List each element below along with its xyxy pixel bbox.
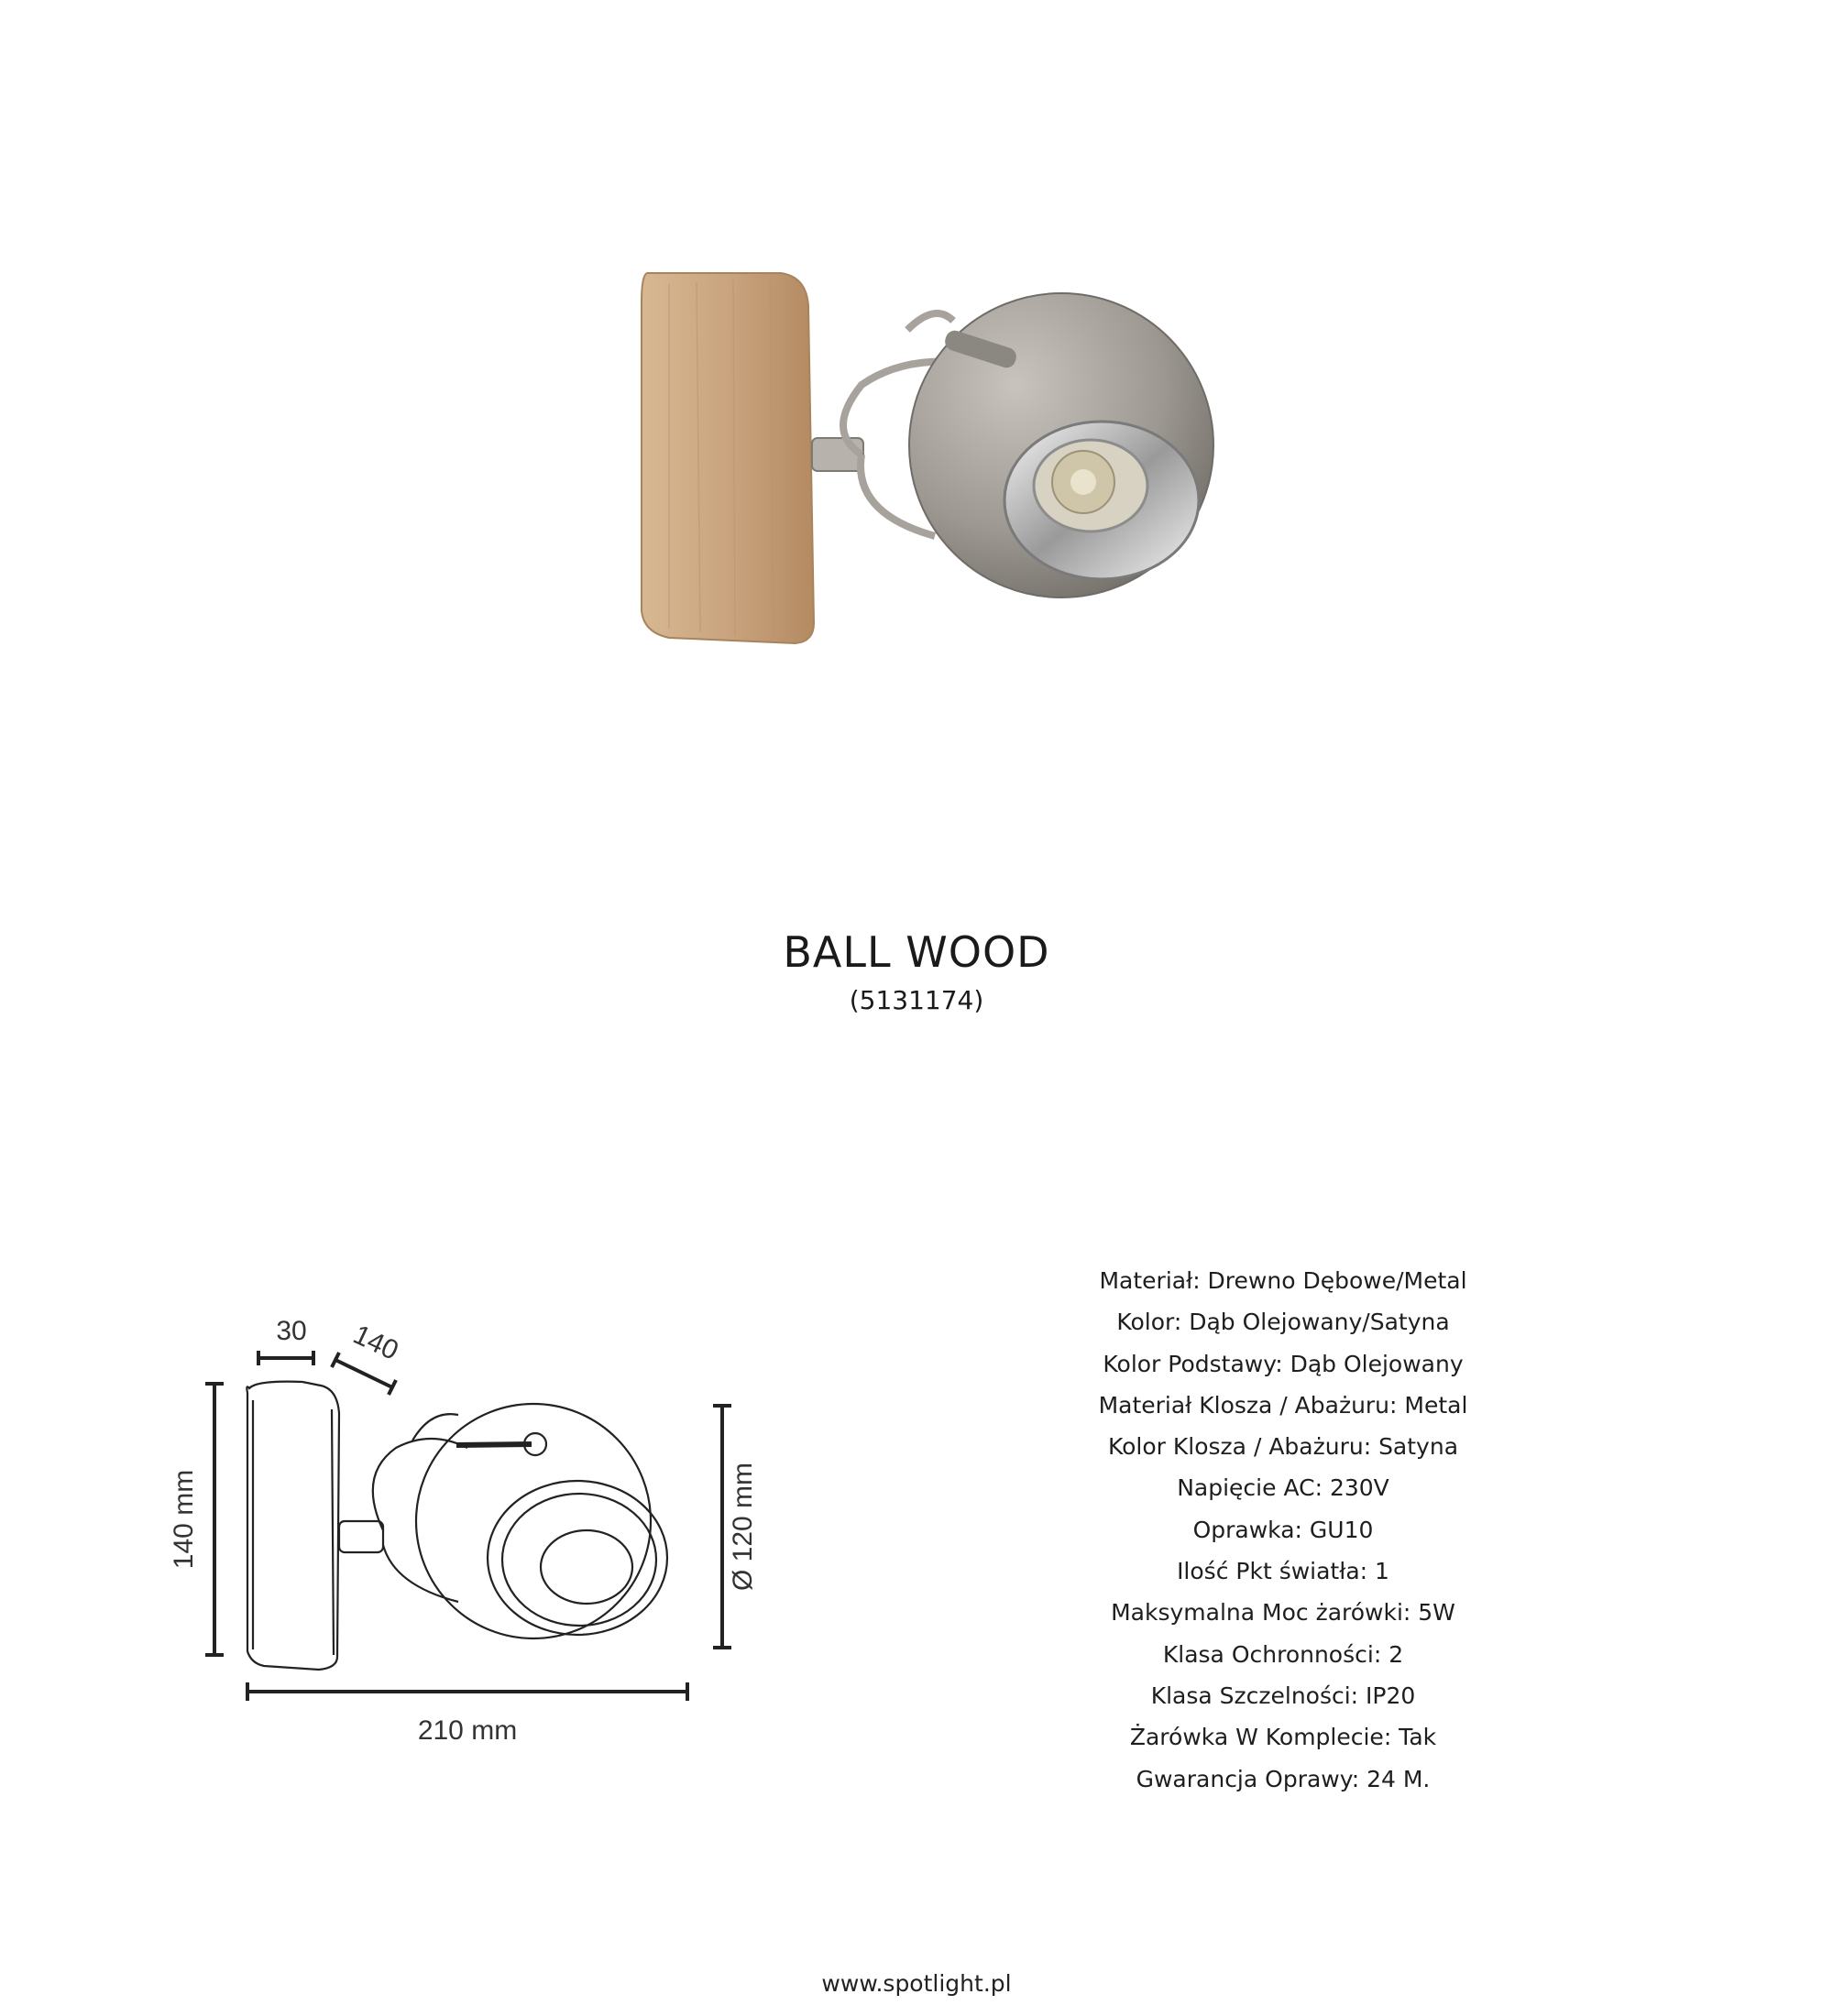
spec-item: Materiał: Drewno Dębowe/Metal [1099,1267,1467,1294]
spec-list [1008,1260,1558,1800]
spec-item: Klasa Ochronności: 2 [1162,1640,1404,1668]
spec-item: Napięcie AC: 230V [1177,1474,1389,1502]
spec-item: Materiał Klosza / Abażuru: Metal [1098,1391,1468,1419]
wood-base-illustration [642,273,814,643]
dim-depth-label: 30 [276,1316,307,1346]
footer-url[interactable]: www.spotlight.pl [821,1970,1012,1997]
product-name: BALL WOOD [783,927,1050,977]
dim-diameter-label: Ø 120 mm [728,1462,758,1592]
spec-item: Ilość Pkt światła: 1 [1177,1558,1389,1585]
spec-item: Gwarancja Oprawy: 24 M. [1136,1765,1431,1792]
spec-item: Kolor Klosza / Abażuru: Satyna [1107,1433,1459,1461]
dim-angle-label: 140 [348,1319,403,1366]
spec-item: Żarówka W Komplecie: Tak [1129,1724,1437,1751]
dim-width-label: 210 mm [417,1715,518,1746]
spec-item: Oprawka: GU10 [1192,1516,1374,1543]
spec-item: Klasa Szczelności: IP20 [1150,1682,1416,1709]
spec-item: Kolor Podstawy: Dąb Olejowany [1103,1350,1464,1377]
ball-shade-illustration [909,293,1213,597]
spec-item: Kolor: Dąb Olejowany/Satyna [1116,1309,1450,1336]
product-photo [632,266,1219,651]
spec-item: Maksymalna Moc żarówki: 5W [1111,1599,1455,1627]
product-code: (5131174) [849,985,984,1015]
dimension-drawing [156,1292,779,1750]
dim-height-label: 140 mm [169,1469,199,1570]
